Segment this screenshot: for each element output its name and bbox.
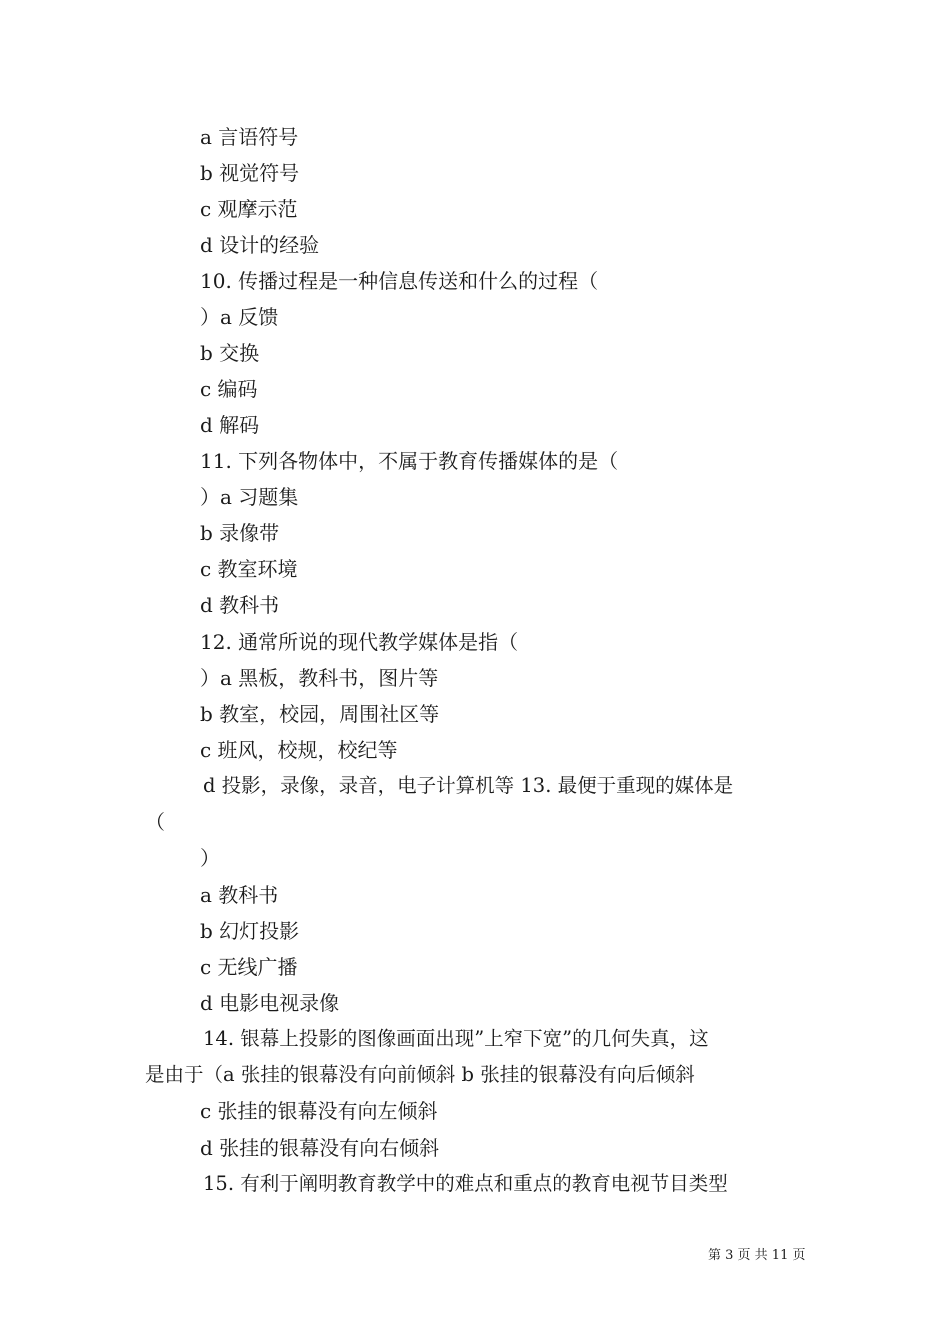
text-line: d 解码 bbox=[200, 413, 260, 437]
text-line: c 教室环境 bbox=[200, 557, 298, 581]
text-line: b 录像带 bbox=[200, 521, 280, 545]
text-line: （ bbox=[145, 810, 165, 834]
text-line: d 电影电视录像 bbox=[200, 991, 340, 1015]
question-10: 10. 传播过程是一种信息传送和什么的过程（ bbox=[200, 269, 599, 293]
text-line: ）a 习题集 bbox=[200, 485, 299, 509]
text-line: ）a 黑板，教科书，图片等 bbox=[200, 666, 439, 690]
text-line: d 投影，录像，录音，电子计算机等 13. 最便于重现的媒体是 bbox=[203, 774, 734, 797]
text-line: b 幻灯投影 bbox=[200, 919, 300, 943]
text-line: c 张挂的银幕没有向左倾斜 bbox=[200, 1099, 438, 1123]
text-line: c 班风，校规，校纪等 bbox=[200, 738, 398, 762]
question-12: 12. 通常所说的现代教学媒体是指（ bbox=[200, 630, 519, 654]
text-line: d 设计的经验 bbox=[200, 233, 320, 257]
text-line: ）a 反馈 bbox=[200, 305, 279, 329]
text-line: c 无线广播 bbox=[200, 955, 298, 979]
text-line: d 教科书 bbox=[200, 593, 280, 617]
question-11: 11. 下列各物体中，不属于教育传播媒体的是（ bbox=[200, 449, 619, 473]
text-line: d 张挂的银幕没有向右倾斜 bbox=[200, 1136, 440, 1160]
text-line: 是由于（a 张挂的银幕没有向前倾斜 b 张挂的银幕没有向后倾斜 bbox=[145, 1063, 695, 1086]
text-line: a 教科书 bbox=[200, 883, 279, 907]
question-15: 15. 有利于阐明教育教学中的难点和重点的教育电视节目类型 bbox=[203, 1172, 728, 1195]
text-line: c 观摩示范 bbox=[200, 197, 298, 221]
question-14: 14. 银幕上投影的图像画面出现”上窄下宽”的几何失真，这 bbox=[203, 1027, 709, 1050]
text-line: ） bbox=[200, 846, 220, 870]
page-footer: 第 3 页 共 11 页 bbox=[708, 1248, 806, 1263]
text-line: a 言语符号 bbox=[200, 125, 299, 149]
text-line: b 交换 bbox=[200, 341, 260, 365]
text-line: c 编码 bbox=[200, 377, 258, 401]
text-line: b 教室，校园，周围社区等 bbox=[200, 702, 440, 726]
text-line: b 视觉符号 bbox=[200, 161, 300, 185]
